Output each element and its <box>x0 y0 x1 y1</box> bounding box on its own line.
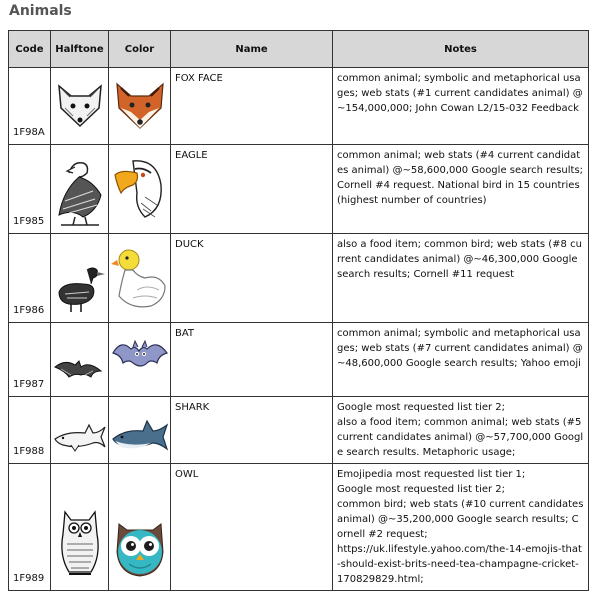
name-cell: DUCK <box>171 234 333 323</box>
name-cell: BAT <box>171 323 333 397</box>
color-cell <box>109 234 171 323</box>
animals-table <box>8 30 589 591</box>
notes-cell <box>333 234 589 323</box>
fox-face-color-icon <box>111 74 169 134</box>
note-line: common animal; web stats (#4 current candidates animal) @~58,600,000 Google search results; Cornell #4 request. National bird in 15 countries (highest number of countries) <box>337 150 587 206</box>
table-row <box>9 145 589 234</box>
halftone-cell <box>51 145 109 234</box>
halftone-cell <box>51 234 109 323</box>
color-cell <box>109 464 171 591</box>
duck-halftone-icon <box>53 240 107 318</box>
table-row <box>9 234 589 323</box>
code-cell: 1F988 <box>9 397 51 464</box>
notes-cell <box>333 464 589 591</box>
table-row <box>9 397 589 464</box>
color-cell <box>109 323 171 397</box>
note-line: also a food item; common bird; web stats (#8 current candidates animal) @~46,300,000 Google search results; Cornell #11 request <box>337 239 582 280</box>
note-line: also a food item; common animal; web stats (#5 current candidates animal) @~57,700,000 Google search results. Metaphoric usage; <box>337 417 585 458</box>
bat-halftone-icon <box>53 329 107 393</box>
notes-cell <box>333 397 589 464</box>
note-line: common bird; web stats (#10 current candidates animal) @~35,200,000 Google search results; Cornell #2 request; <box>337 499 587 540</box>
shark-color-icon <box>111 403 169 459</box>
fox-face-halftone-icon <box>53 74 107 134</box>
color-cell <box>109 68 171 145</box>
note-line: common animal; symbolic and metaphorical usages; web stats (#7 current candidates animal) @~48,600,000 Google search results; Yahoo emoji <box>337 328 583 369</box>
section-heading: Animals <box>9 3 72 19</box>
eagle-color-icon <box>111 151 169 223</box>
halftone-cell <box>51 397 109 464</box>
halftone-cell <box>51 68 109 145</box>
col-header-halftone: Halftone <box>51 31 109 68</box>
duck-color-icon <box>111 240 169 318</box>
note-line: Google most requested list tier 2; <box>337 484 506 495</box>
notes-cell <box>333 68 589 145</box>
name-cell: SHARK <box>171 397 333 464</box>
table-row <box>9 68 589 145</box>
table-row <box>9 323 589 397</box>
color-cell <box>109 145 171 234</box>
shark-halftone-icon <box>53 403 107 459</box>
note-line: common animal; symbolic and metaphorical usages; web stats (#1 current candidates animal) @~154,000,000; John Cowan L2/15-032 Feedback <box>337 73 583 114</box>
note-line: Emojipedia most requested list tier 1; <box>337 469 526 480</box>
col-header-code: Code <box>9 31 51 68</box>
name-cell: FOX FACE <box>171 68 333 145</box>
name-cell: OWL <box>171 464 333 591</box>
col-header-notes: Notes <box>333 31 589 68</box>
owl-color-icon <box>111 470 169 582</box>
header-row <box>9 31 589 68</box>
code-cell: 1F987 <box>9 323 51 397</box>
code-cell: 1F986 <box>9 234 51 323</box>
col-header-color: Color <box>109 31 171 68</box>
note-line: Google most requested list tier 2; <box>337 402 506 413</box>
code-cell: 1F989 <box>9 464 51 591</box>
bat-color-icon <box>111 329 169 389</box>
col-header-name: Name <box>171 31 333 68</box>
halftone-cell <box>51 323 109 397</box>
code-cell: 1F98A <box>9 68 51 145</box>
color-cell <box>109 397 171 464</box>
eagle-halftone-icon <box>53 151 107 229</box>
owl-halftone-icon <box>53 470 107 582</box>
note-line: https://uk.lifestyle.yahoo.com/the-14-emojis-that-should-exist-brits-need-tea-champagne-cricket-170829829.html; <box>337 544 582 585</box>
table-row <box>9 464 589 591</box>
code-cell: 1F985 <box>9 145 51 234</box>
name-cell: EAGLE <box>171 145 333 234</box>
halftone-cell <box>51 464 109 591</box>
notes-cell <box>333 145 589 234</box>
notes-cell <box>333 323 589 397</box>
